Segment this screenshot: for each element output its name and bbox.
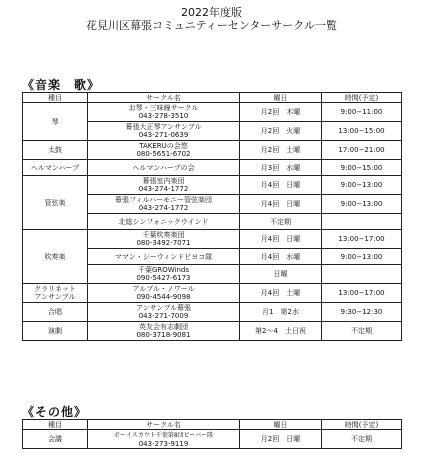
table-row — [23, 284, 402, 303]
circle-name-cell — [88, 303, 240, 322]
day-cell: 月2回 土曜 — [240, 141, 322, 160]
table-row — [23, 176, 402, 195]
column-header-circle-name: サークル名 — [88, 93, 240, 103]
table-row — [23, 141, 402, 160]
circle-name: 英友会有志劇団 — [139, 323, 188, 331]
circle-phone: 080-5651-6702 — [136, 150, 191, 158]
table-row — [23, 430, 402, 449]
circle-phone: 043-274-1772 — [138, 185, 189, 193]
circle-name-cell — [88, 141, 240, 160]
table-row — [23, 230, 402, 249]
column-header-day: 曜日 — [240, 93, 322, 103]
time-cell: 9:00−15:00 — [322, 160, 402, 176]
circle-name-cell — [88, 122, 240, 141]
day-cell: 月4回 土曜 — [240, 284, 322, 303]
document-title: 花見川区幕張コミュニティーセンターサークル一覧 — [86, 19, 337, 32]
time-cell: 13:00−17:00 — [322, 230, 402, 249]
day-cell: 月2回 日曜 — [240, 430, 322, 449]
circle-name-cell — [88, 195, 240, 214]
time-cell: 9:00−13:00 — [322, 195, 402, 214]
circle-phone: 043-271-7009 — [138, 312, 189, 320]
circle-name: 北総シンフォニックウインド — [118, 217, 209, 226]
circle-name-cell — [88, 176, 240, 195]
day-cell: 月2回 木曜 — [240, 103, 322, 122]
circle-name-cell — [88, 249, 240, 265]
circle-name-cell — [88, 284, 240, 303]
genre-cell: 合唱 — [23, 303, 88, 322]
other-circle-table — [22, 419, 402, 449]
column-header-genre: 種目 — [23, 420, 88, 430]
column-header-time: 時間(予定) — [322, 420, 402, 430]
circle-phone: 043-274-1772 — [138, 204, 189, 212]
circle-name: 千葉吹奏楽団 — [142, 231, 185, 239]
column-header-day: 曜日 — [240, 420, 322, 430]
circle-phone: 043-278-3510 — [138, 112, 189, 120]
time-cell: 9:30−12:30 — [322, 303, 402, 322]
circle-phone: 080-3718-9081 — [136, 331, 191, 339]
day-cell: 月4回 日曜 — [240, 230, 322, 249]
time-cell — [322, 265, 402, 284]
circle-name-cell — [88, 430, 240, 449]
day-cell: 月2回 火曜 — [240, 122, 322, 141]
genre-cell: 太鼓 — [23, 141, 88, 160]
genre-cell: 管弦楽 — [23, 176, 88, 230]
day-cell: 第2〜4 土日祝 — [240, 322, 322, 341]
table-row — [23, 103, 402, 122]
time-cell: 17:00−21:00 — [322, 141, 402, 160]
day-cell: 不定期 — [240, 214, 322, 230]
column-header-genre: 種目 — [23, 93, 88, 103]
time-cell: 9:00−13:00 — [322, 176, 402, 195]
circle-name: ママン・シーウィンドピヨコ隊 — [114, 252, 213, 261]
circle-phone: 090-4544-9098 — [136, 293, 191, 301]
circle-name: ボーイスカウト千葉第8団ビーバー隊 — [113, 431, 214, 439]
day-cell: 日曜 — [240, 265, 322, 284]
day-cell: 月4回 日曜 — [240, 195, 322, 214]
circle-name: お琴・三味線サークル — [128, 104, 199, 112]
column-header-circle-name: サークル名 — [88, 420, 240, 430]
genre-cell: クラリネット アンサンブル — [23, 284, 88, 303]
section-heading-music: 《音楽 歌》 — [22, 78, 101, 92]
genre-cell: 演劇 — [23, 322, 88, 341]
day-cell: 月4回 水曜 — [240, 249, 322, 265]
day-cell: 月3回 水曜 — [240, 160, 322, 176]
time-cell: 9:00−13:00 — [322, 249, 402, 265]
genre-cell: 琴 — [23, 103, 88, 141]
circle-name-cell — [88, 322, 240, 341]
circle-name-cell — [88, 214, 240, 230]
day-cell: 月4回 日曜 — [240, 176, 322, 195]
circle-name: 千葉GROWinds — [137, 266, 190, 274]
column-header-time: 時間(予定) — [322, 93, 402, 103]
circle-name: アンサンブル幕張 — [135, 304, 192, 312]
time-cell: 13:00−17:00 — [322, 284, 402, 303]
time-cell: 9:00−11:00 — [322, 103, 402, 122]
music-circle-table — [22, 92, 402, 341]
table-header-row — [23, 420, 402, 430]
table-row — [23, 322, 402, 341]
day-cell: 月1 第2水 — [240, 303, 322, 322]
section-heading-other: 《その他》 — [22, 405, 88, 419]
circle-name: アルブル・ノワール — [132, 285, 195, 293]
table-header-row — [23, 93, 402, 103]
circle-phone: 043-271-0639 — [138, 131, 189, 139]
circle-name-cell — [88, 265, 240, 284]
circle-name: TAKERUの会悠 — [139, 142, 188, 150]
document-year: 2022年度版 — [181, 6, 242, 19]
circle-name-cell — [88, 160, 240, 176]
circle-phone: 090-5427-6173 — [136, 274, 191, 282]
circle-name: 幕張大正琴アンサンブル — [125, 123, 202, 131]
table-row — [23, 303, 402, 322]
circle-phone: 080-3492-7071 — [136, 239, 191, 247]
circle-name-cell — [88, 103, 240, 122]
time-cell — [322, 214, 402, 230]
genre-cell: 会議 — [23, 430, 88, 449]
circle-name: ヘルマンハープの会 — [132, 163, 195, 172]
circle-name-cell — [88, 230, 240, 249]
circle-name: 幕張室内楽団 — [142, 177, 185, 185]
genre-cell: ヘルマンハープ — [23, 160, 88, 176]
circle-phone: 043-273-9119 — [138, 439, 189, 448]
circle-name: 幕張フィルハーモニー管弦楽団 — [115, 196, 212, 204]
time-cell: 13:00−15:00 — [322, 122, 402, 141]
genre-cell: 吹奏楽 — [23, 230, 88, 284]
time-cell: 不定期 — [322, 322, 402, 341]
time-cell: 不定期 — [322, 430, 402, 449]
table-row — [23, 160, 402, 176]
